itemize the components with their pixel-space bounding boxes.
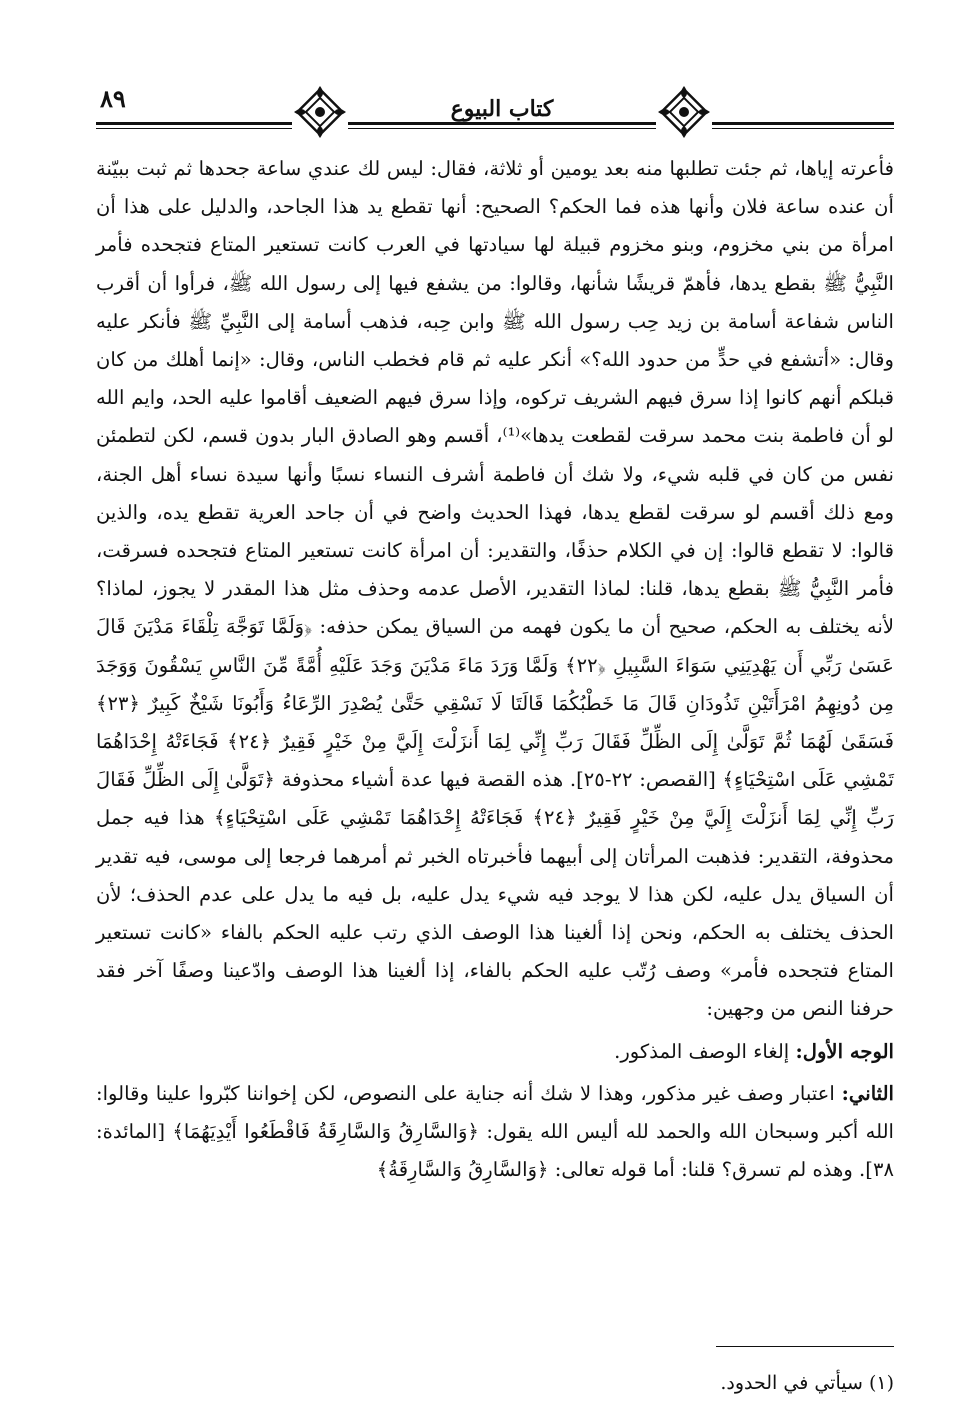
chapter-title: كتاب البيوع [348,96,656,122]
footnote: (١) سيأتي في الحدود. [720,1372,894,1394]
body-paragraph: فأعرته إياها، ثم جئت تطلبها منه بعد يومين أو ثلاثة، فقال: ليس لك عندي ساعة جحدها ثم ثبت ببيّنة أن عنده ساعة فلان وأنها هذه فما الحكم؟ الصحيح: أنها تقطع يد هذا الجاحد، والدليل على هذا أن امرأة من بني مخزوم، وبنو مخزوم قبيلة لها سيادتها في العرب كانت تستعير المتاع فتجحده فأمر النَّبِيُّ ﷺ بقطع يدها، فأهمّ قريشًا شأنها، وقالوا: من يشفع فيها إلى رسول الله ﷺ، فرأوا أن أقرب الناس شفاعة أسامة بن زيد حِب رسول الله ﷺ وابن حِبه، فذهب أسامة إلى النَّبِيِّ ﷺ فأنكر عليه وقال: «أتشفع في حدٍّ من حدود الله؟» أنكر عليه ثم قام فخطب الناس، وقال: «إنما أهلك من كان قبلكم أنهم كانوا إذا سرق فيهم الشريف تركوه، وإذا سرق فيهم الضعيف أقاموا عليه الحد، وايم الله لو أن فاطمة بنت محمد سرقت لقطعت يدها»⁽¹⁾، أقسم وهو الصادق البار بدون قسم، لكن لتطمئن نفس من كان في قلبه شيء، ولا شك أن فاطمة أشرف النساء نسبًا وأنها سيدة نساء أهل الجنة، ومع ذلك أقسم لو سرقت لقطع يدها، فهذا الحديث واضح في أن جاحد العرية تقطع يده، والذين قالوا: لا تقطع قالوا: إن في الكلام حذفًا، والتقدير: أن امرأة كانت تستعير المتاع فتجحده فسرقت، فأمر النَّبِيُّ ﷺ بقطع يدها، قلنا: لماذا التقدير، الأصل عدمه وحذف مثل هذا المقدر لا يجوز، لماذا؟ لأنه يختلف به الحكم، صحيح أن ما يكون فهمه من السياق يمكن حذفه: ﴿وَلَمَّا تَوَجَّهَ تِلْقَاءَ مَدْيَنَ قَالَ عَسَىٰ رَبِّي أَن يَهْدِيَنِي سَوَاءَ السَّبِيلِ ﴿٢٢﴾ وَلَمَّا وَرَدَ مَاءَ مَدْيَنَ وَجَدَ عَلَيْهِ أُمَّةً مِّنَ النَّاسِ يَسْقُونَ وَوَجَدَ مِن دُونِهِمُ امْرَأَتَيْنِ تَذُودَانِ قَالَ مَا خَطْبُكُمَا قَالَتَا لَا نَسْقِي حَتَّىٰ يُصْدِرَ الرِّعَاءُ وَأَبُونَا شَيْخٌ كَبِيرٌ ﴿٢٣﴾ فَسَقَىٰ لَهُمَا ثُمَّ تَوَلَّىٰ إِلَى الظِّلِّ فَقَالَ رَبِّ إِنِّي لِمَا أَنزَلْتَ إِلَيَّ مِنْ خَيْرٍ فَقِيرٌ ﴿٢٤﴾ فَجَاءَتْهُ إِحْدَاهُمَا تَمْشِي عَلَى اسْتِحْيَاءٍ﴾ [القصص: ٢٢-٢٥]. هذه القصة فيها عدة أشياء محذوفة ﴿تَوَلَّىٰ إِلَى الظِّلِّ فَقَالَ رَبِّ إِنِّي لِمَا أَنزَلْتَ إِلَيَّ مِنْ خَيْرٍ فَقِيرٌ ﴿٢٤﴾ فَجَاءَتْهُ إِحْدَاهُمَا تَمْشِي عَلَى اسْتِحْيَاءٍ﴾ هذا فيه جمل محذوفة، التقدير: فذهبت المرأتان إلى أبيهما فأخبرتاه الخبر ثم أمرهما فرجعا إلى موسى، فيه تقدير أن السياق يدل عليه، لكن هذا لا يوجد فيه شيء يدل عليه، بل فيه ما يدل على عدم الحذف؛ لأن الحذف يختلف به الحكم، ونحن إذا ألغينا هذا الوصف الذي رتب عليه الحكم بالفاء «كانت تستعير المتاع فتجحده فأمر» وصف رُتّب عليه الحكم بالفاء، إذا ألغينا هذا الوصف وادّعينا وصفًا آخر فقد حرفنا النص من وجهين: [96,157,894,1021]
footnote-separator [716,1346,894,1347]
page-number: ٨٩ [100,84,126,113]
body-paragraph-second-aspect [96,1075,894,1190]
paragraph-heading: الثاني: [841,1081,894,1105]
ornament-right-icon [656,84,712,140]
paragraph-heading: الوجه الأول: [795,1039,894,1063]
paragraph-text: اعتبار وصف غير مذكور، وهذا لا شك أنه جناية على النصوص، لكن إخواننا كبّروا علينا وقالوا: الله أكبر وسبحان الله والحمد لله أليس الله يقول: ﴿وَالسَّارِقُ وَالسَّارِقَةُ فَاقْطَعُوا أَيْدِيَهُمَا﴾ [المائدة: ٣٨]. وهذه لم تسرق؟ قلنا: أما قوله تعالى: ﴿وَالسَّارِقُ وَالسَّارِقَةُ﴾ [96,1081,894,1182]
page-body [96,150,894,1189]
header-rule-thin [96,128,894,129]
page-header [96,78,894,144]
ornament-left-icon [292,84,348,140]
header-rule [96,122,894,125]
paragraph-text: إلغاء الوصف المذكور. [614,1039,796,1063]
body-paragraph-first-aspect [96,1033,894,1071]
